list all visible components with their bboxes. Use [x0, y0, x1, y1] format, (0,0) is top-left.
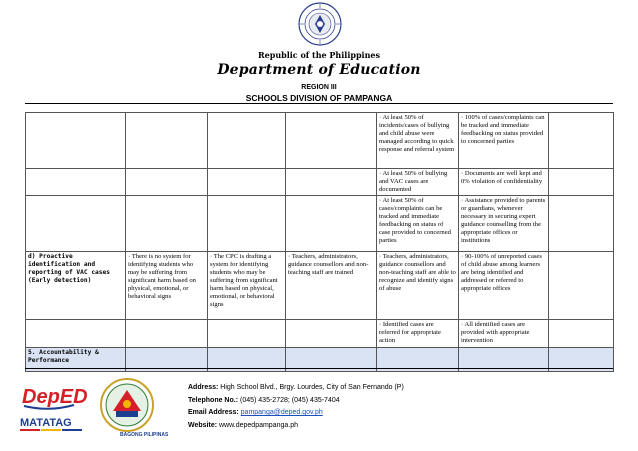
table-cell [26, 113, 126, 169]
table-cell [26, 196, 126, 252]
table-cell [549, 252, 614, 320]
table-cell: · All identified cases are provided with appropriate intervention [459, 320, 549, 348]
letterhead [0, 0, 638, 104]
table-cell [126, 320, 208, 348]
division-line: SCHOOLS DIVISION OF PAMPANGA [245, 93, 393, 103]
table-cell [26, 320, 126, 348]
deped-logo-text: DepED [22, 386, 88, 408]
matrix-table [25, 112, 614, 372]
table-cell: · Identified cases are referred for appropriate action [377, 320, 459, 348]
table-cell [549, 113, 614, 169]
table-cell [126, 169, 208, 196]
table-row [26, 113, 614, 169]
address-label: Address: [188, 384, 219, 391]
section-label: 5. Accountability & Performance [26, 348, 126, 372]
table-row [26, 320, 614, 348]
table-cell [286, 113, 377, 169]
footer [0, 366, 638, 451]
table-cell: · There is no system for identifying students who may be suffering from significant harm based on physical, emotional, or behavioral signs [126, 252, 208, 320]
table-cell [208, 320, 286, 348]
website-label: Website: [188, 421, 218, 429]
table-row [26, 252, 614, 320]
matatag-logo-text: MATATAG [20, 417, 72, 429]
deped-seal-icon [298, 2, 342, 46]
indicator-label: d) Proactive identification and reporting of VAC cases (Early detection) [26, 252, 126, 320]
website-value: www.depedpampanga.ph [219, 421, 299, 429]
table-cell: · At least 50% of cases/complaints can be tracked and immediate feedbacking on status of case provided to concerned parties [377, 196, 459, 252]
header-rule [25, 103, 613, 104]
table-cell [549, 196, 614, 252]
table-cell [208, 113, 286, 169]
table-cell [549, 320, 614, 348]
republic-line: Republic of the Philippines [257, 50, 380, 60]
address-value: High School Blvd., Brgy. Lourdes, City of San Fernando (P) [220, 384, 404, 391]
website-line [188, 420, 404, 433]
table-cell [208, 169, 286, 196]
table-cell: · The CPC is drafting a system for identifying students who may be suffering from significant harm based on physical, emotional, or behavioral signs [208, 252, 286, 320]
table-cell [26, 169, 126, 196]
bagong-pilipinas-logo: BAGONG PILIPINAS [120, 432, 169, 438]
table-cell [208, 196, 286, 252]
table-cell [286, 196, 377, 252]
region-line: REGION III [301, 84, 337, 91]
table-cell [126, 113, 208, 169]
contact-block [188, 382, 404, 432]
table-cell [549, 169, 614, 196]
department-title: Department of Education [217, 62, 421, 78]
table-cell [286, 320, 377, 348]
table-row [26, 196, 614, 252]
matatag-logo-icon [20, 414, 82, 434]
email-line [188, 407, 404, 420]
table-cell: · Assistance provided to parents or guardians, whenever necessary in securing expert guidance counselling from the appropriate offices or institutions [459, 196, 549, 252]
table-cell [286, 169, 377, 196]
table-cell: · 100% of cases/complaints can be tracked and immediate feedbacking on status provided to concerned parties [459, 113, 549, 169]
table-cell: · At least 50% of bullying and VAC cases are documented [377, 169, 459, 196]
telephone-line [188, 395, 404, 408]
table-cell: · Documents are well kept and 0% violation of confidentiality [459, 169, 549, 196]
table-cell: · 90-100% of unreported cases of child abuse among learners are being identified and addressed or referred to appropriate offices [459, 252, 549, 320]
division-seal-icon [100, 378, 154, 432]
deped-logo-icon [22, 379, 88, 411]
email-label: Email Address: [188, 409, 239, 416]
table-cell: · Teachers, administrators, guidance counsellors and non-teaching staff are able to recognize and identify signs of abuse [377, 252, 459, 320]
telephone-label: Telephone No.: [188, 396, 239, 404]
table-row [26, 169, 614, 196]
table-cell [126, 196, 208, 252]
table-cell: · Teachers, administrators, guidance counsellors and non-teaching staff are trained [286, 252, 377, 320]
telephone-value: (045) 435-2728; (045) 435-7404 [240, 396, 340, 404]
address-line [188, 382, 404, 395]
table-cell: · At least 50% of incidents/cases of bullying and child abuse were managed according to quick response and referral system [377, 113, 459, 169]
email-link[interactable]: pampanga@deped.gov.ph [240, 409, 323, 416]
